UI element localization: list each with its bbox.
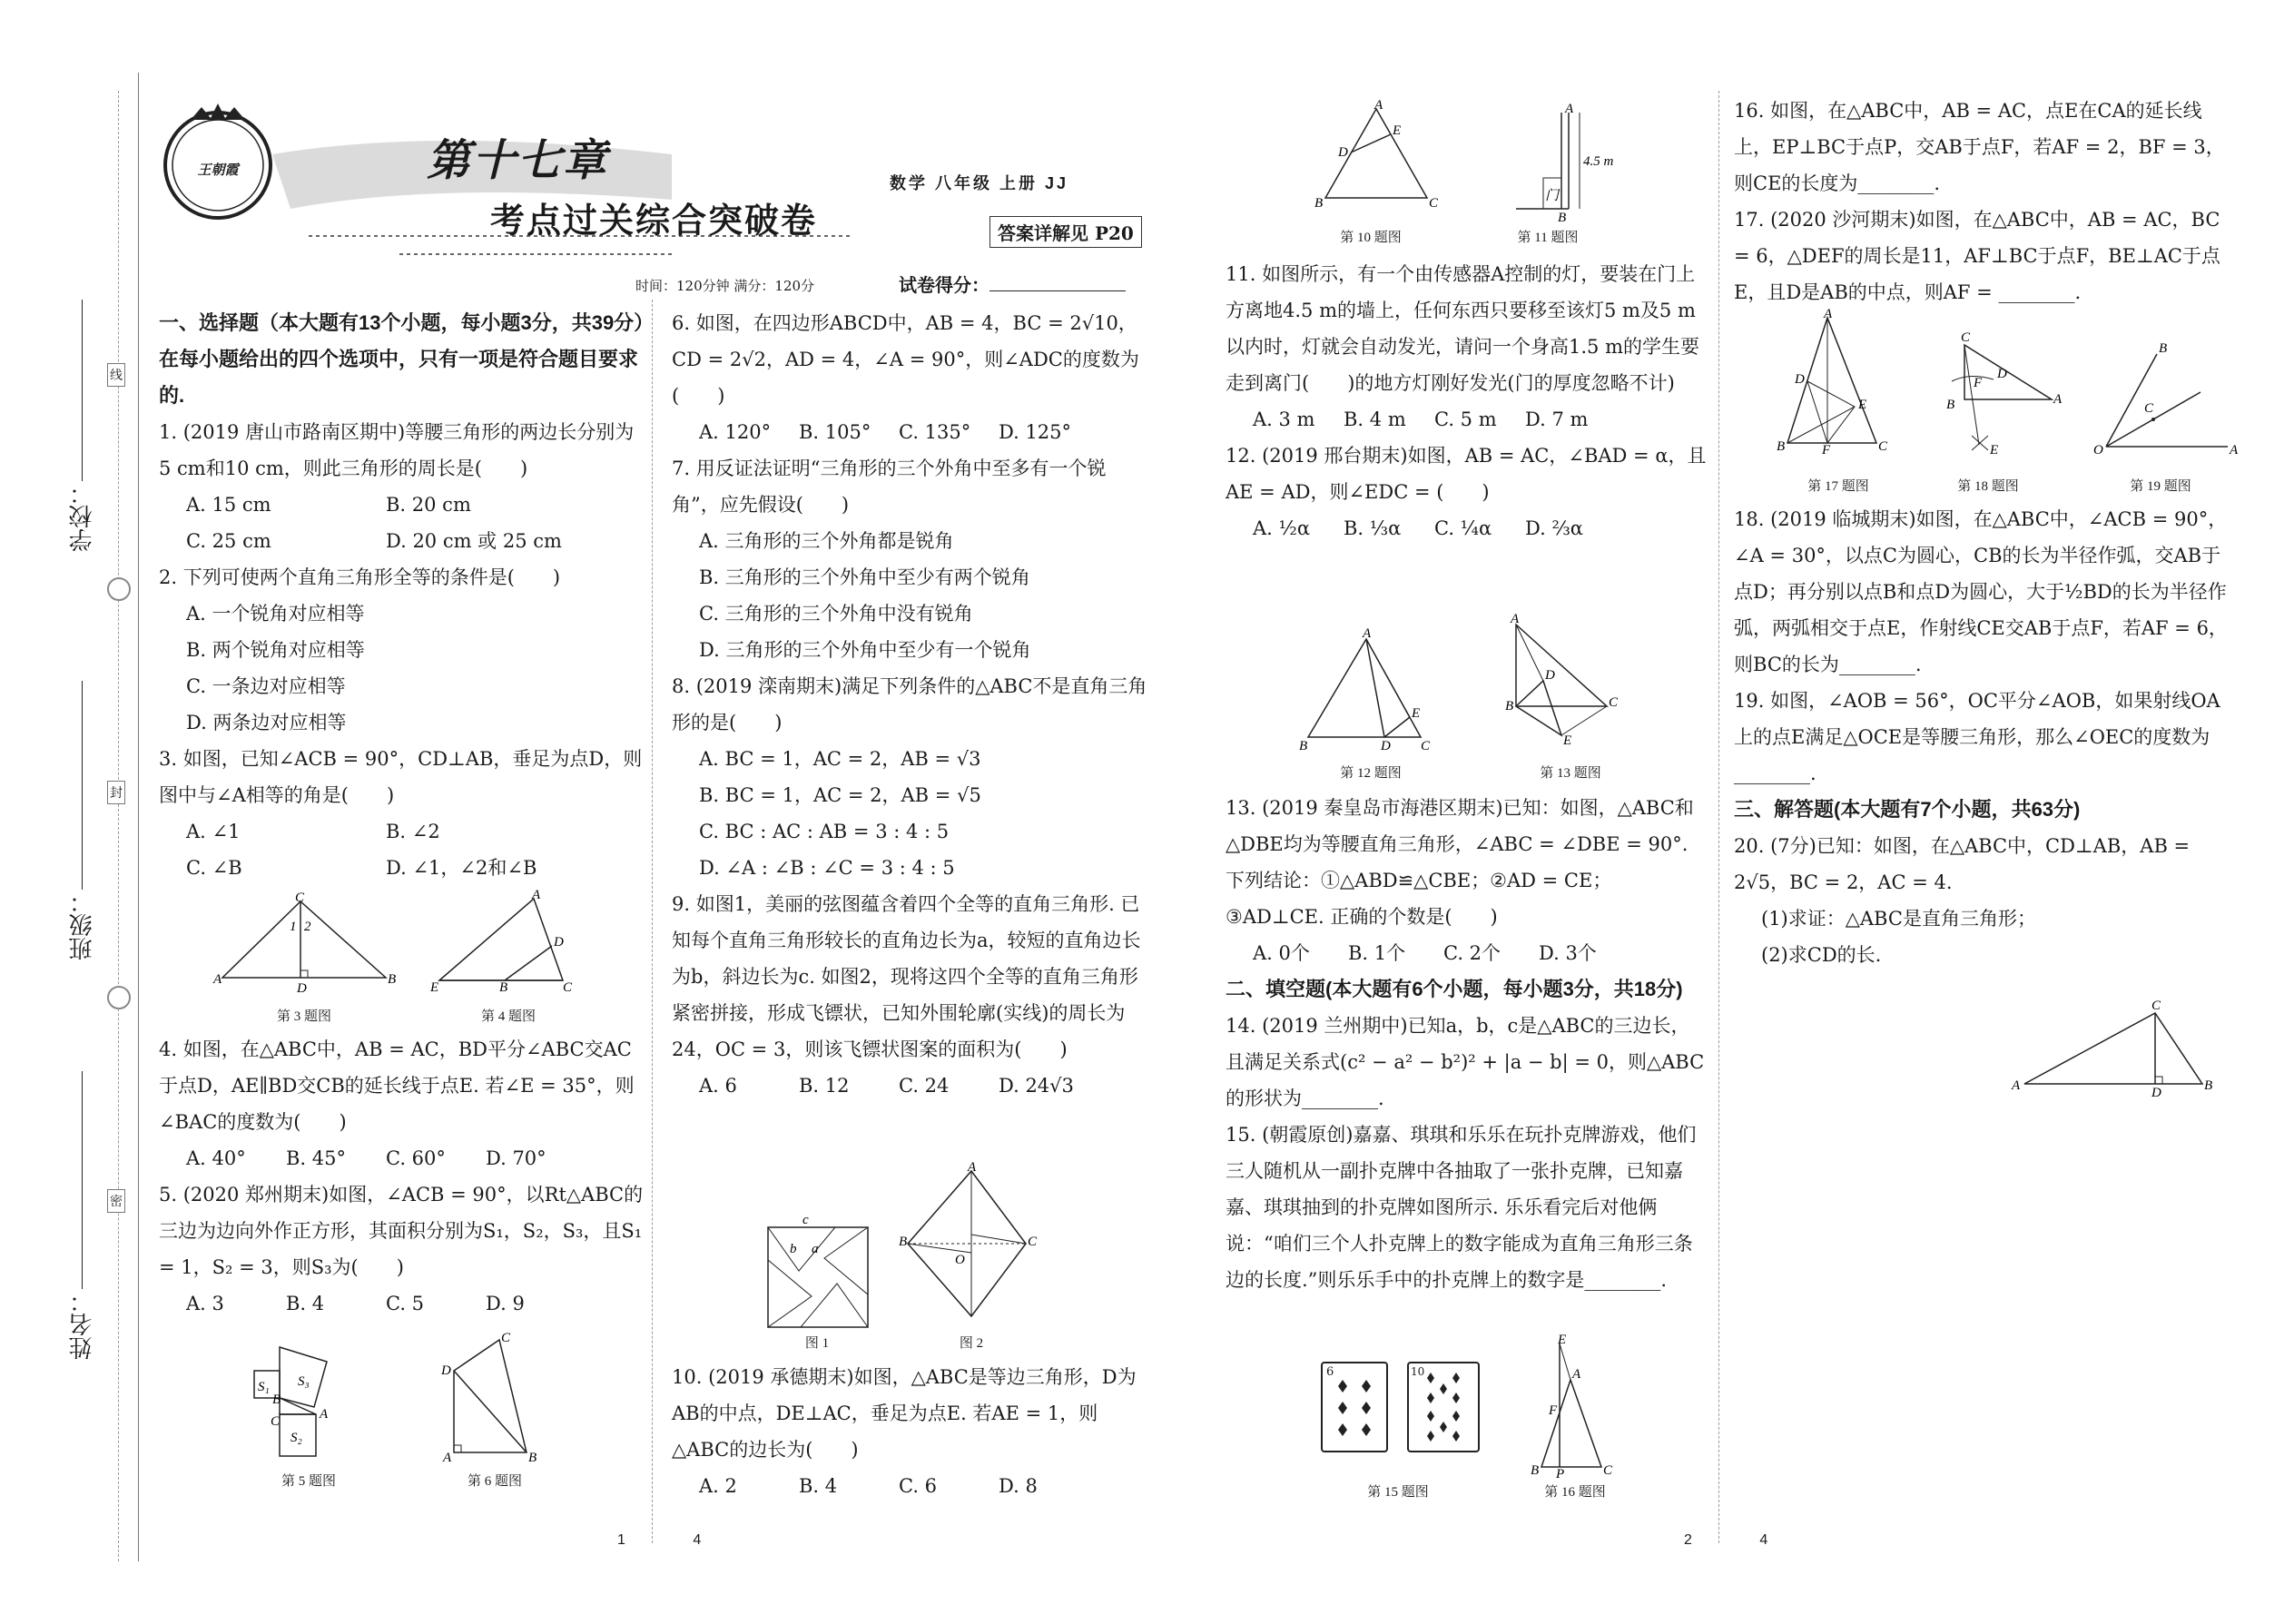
figure-q20	[2006, 999, 2224, 1098]
option[interactable]: C. 一条边对应相等	[186, 675, 346, 697]
option[interactable]: D. 8	[999, 1475, 1038, 1497]
svg-text:A: A	[320, 1407, 329, 1422]
svg-text:F: F	[1822, 443, 1831, 458]
question-19: 19. 如图，∠AOB = 56°，OC平分∠AOB，如果射线OA上的点E满足△OCE是等腰三角形，那么∠OEC的度数为________.	[1734, 690, 2220, 784]
column-1	[159, 305, 645, 886]
binding-hole-icon	[107, 577, 131, 601]
q1-options	[159, 487, 645, 559]
option[interactable]: A. 3	[186, 1293, 224, 1314]
svg-text:D: D	[1795, 372, 1805, 387]
page-number-right: 2 4	[1684, 1532, 1768, 1548]
caption-q4: 第 4 题图	[480, 1009, 536, 1024]
svg-text:2: 2	[304, 920, 311, 934]
svg-text:A: A	[1511, 612, 1520, 626]
svg-text:D: D	[297, 981, 307, 996]
option[interactable]: C. ¼α	[1434, 517, 1492, 539]
seal-mark-secret: 密	[107, 1189, 125, 1213]
option[interactable]: C. 6	[899, 1475, 938, 1497]
caption-q13: 第 13 题图	[1540, 766, 1601, 781]
svg-text:B: B	[1299, 739, 1308, 753]
figure-q12	[1294, 626, 1448, 753]
question-17: 17. (2020 沙河期末)如图，在△ABC中，AB = AC，BC = 6，△DEF的周长是11，AF⊥BC于点F，BE⊥AC于点E，且D是AB的中点，则AF = ________.	[1734, 209, 2220, 303]
caption-q6: 第 6 题图	[467, 1474, 522, 1489]
option[interactable]: D. 两条边对应相等	[186, 712, 347, 733]
svg-text:F: F	[1974, 376, 1983, 390]
svg-text:c: c	[802, 1213, 809, 1227]
figure-q18	[1925, 327, 2070, 463]
answer-reference: 答案详解见 P20	[989, 216, 1142, 248]
question-20: 20. (7分)已知：如图，在△ABC中，CD⊥AB，AB = 2√5，BC = 2，AC = 4.	[1734, 835, 2191, 893]
option[interactable]: A. ∠1	[186, 821, 241, 842]
svg-text:S₃: S₃	[298, 1374, 310, 1389]
question-8: 8. (2019 滦南期末)满足下列条件的△ABC不是直角三角形的是( )	[672, 675, 1147, 733]
svg-text:B: B	[2159, 341, 2168, 356]
figure-q19	[2088, 336, 2242, 463]
option[interactable]: D. 20 cm 或 25 cm	[386, 530, 562, 552]
exam-subtitle: 考点过关综合突破卷	[490, 200, 818, 241]
question-11: 11. 如图所示，有一个由传感器A控制的灯，要装在门上方离地4.5 m的墙上，任何东西只要移至该灯5 m及5 m以内时，灯就会自动发光，请问一个身高1.5 m的学生要走到离门( )的地方灯刚好发光(门的厚度忽略不计)	[1226, 263, 1699, 394]
svg-text:A: A	[213, 972, 222, 987]
option[interactable]: D. 24√3	[999, 1075, 1074, 1097]
svg-text:门: 门	[1545, 189, 1560, 203]
svg-text:A: A	[1565, 102, 1574, 116]
figure-q10	[1307, 100, 1443, 209]
caption-q16: 第 16 题图	[1544, 1485, 1606, 1500]
option[interactable]: D. 三角形的三个外角中至少有一个锐角	[699, 639, 1031, 661]
option[interactable]: C. BC : AC : AB = 3 : 4 : 5	[699, 821, 950, 842]
svg-text:E: E	[1558, 1333, 1567, 1347]
svg-text:C: C	[295, 891, 305, 905]
option[interactable]: B. ⅓α	[1344, 517, 1402, 539]
question-10: 10. (2019 承德期末)如图，△ABC是等边三角形，D为AB的中点，DE⊥AC，垂足为点E. 若AE = 1，则△ABC的边长为( )	[672, 1366, 1137, 1461]
svg-text:C: C	[1429, 196, 1439, 211]
binding-hole-icon	[107, 986, 131, 1009]
svg-text:a: a	[812, 1242, 819, 1256]
score-label: 试卷得分：	[899, 271, 1126, 297]
figure-q16	[1525, 1334, 1625, 1480]
question-20-part-1: (1)求证：△ABC是直角三角形；	[1761, 908, 2036, 930]
svg-text:b: b	[790, 1242, 797, 1256]
caption-q15: 第 15 题图	[1367, 1485, 1429, 1500]
name-field[interactable]: 姓名：	[65, 1071, 99, 1360]
question-20-part-2: (2)求CD的长.	[1761, 944, 1882, 966]
caption-q10: 第 10 题图	[1340, 231, 1402, 245]
caption-q5: 第 5 题图	[281, 1474, 336, 1489]
question-13: 13. (2019 秦皇岛市海港区期末)已知：如图，△ABC和△DBE均为等腰直角三角形，∠ABC = ∠DBE = 90°. 下列结论：①△ABD≌△CBE；②AD = CE；③AD⊥CE. 正确的个数是( )	[1226, 797, 1694, 928]
column-2	[672, 305, 1153, 1104]
svg-text:B: B	[1505, 699, 1514, 714]
option[interactable]: C. 三角形的三个外角中没有锐角	[699, 603, 973, 625]
svg-text:C: C	[1878, 439, 1888, 454]
svg-text:B: B	[1531, 1463, 1540, 1478]
column-4	[1734, 93, 2233, 310]
svg-text:S₂: S₂	[290, 1431, 302, 1445]
svg-text:A: A	[968, 1160, 977, 1175]
seal-mark-seal: 封	[107, 781, 125, 804]
svg-text:D: D	[1381, 739, 1391, 753]
caption-q9-2: 图 2	[959, 1336, 984, 1351]
svg-text:E: E	[430, 980, 439, 995]
svg-text:B: B	[388, 972, 397, 987]
option[interactable]: B. ∠2	[386, 821, 440, 842]
question-2: 2. 下列可使两个直角三角形全等的条件是( )	[159, 566, 561, 588]
svg-text:4.5 m: 4.5 m	[1583, 154, 1614, 169]
svg-text:B: B	[1558, 211, 1567, 225]
svg-text:A: A	[2053, 392, 2063, 407]
svg-text:O: O	[2093, 443, 2103, 458]
option[interactable]: D. 7 m	[1525, 408, 1589, 430]
svg-text:C: C	[2144, 401, 2154, 416]
svg-text:D: D	[2151, 1086, 2161, 1100]
svg-text:A: A	[1363, 626, 1372, 641]
section-1-heading: 一、选择题（本大题有13个小题，每小题3分，共39分）在每小题给出的四个选项中，只有一项是符合题目要求的.	[159, 311, 645, 407]
option[interactable]: B. 105°	[799, 421, 871, 443]
figure-q11	[1507, 100, 1634, 227]
option[interactable]: B. 20 cm	[386, 494, 471, 516]
option[interactable]: A. 40°	[186, 1147, 246, 1169]
option[interactable]: B. 三角形的三个外角中至少有两个锐角	[699, 566, 1030, 588]
option[interactable]: B. 4 m	[1344, 408, 1406, 430]
option[interactable]: C. 5 m	[1434, 408, 1497, 430]
figure-q5	[245, 1334, 363, 1471]
option[interactable]: C. 25 cm	[186, 530, 271, 552]
option[interactable]: D. ∠A : ∠B : ∠C = 3 : 4 : 5	[699, 857, 955, 879]
caption-q17: 第 17 题图	[1807, 479, 1869, 494]
playing-card-six: 6	[1321, 1362, 1388, 1452]
option[interactable]: C. 24	[899, 1075, 950, 1097]
svg-text:P: P	[1556, 1467, 1565, 1481]
chapter-title: 第十七章	[427, 135, 609, 186]
figure-q6	[436, 1331, 554, 1471]
svg-text:B: B	[1777, 439, 1786, 454]
question-3: 3. 如图，已知∠ACB = 90°，CD⊥AB，垂足为点D，则图中与∠A相等的角是( )	[159, 748, 643, 806]
section-3-heading: 三、解答题(本大题有7个小题，共63分)	[1734, 798, 2081, 821]
svg-text:B: B	[899, 1235, 908, 1249]
svg-text:B: B	[272, 1393, 281, 1407]
option[interactable]: B. 4	[286, 1293, 325, 1314]
school-field[interactable]: 学校：	[65, 300, 99, 552]
option[interactable]: A. ½α	[1253, 517, 1311, 539]
book-tags: 数学 八年级 上册 JJ	[890, 174, 1069, 192]
option[interactable]: A. 一个锐角对应相等	[186, 603, 365, 625]
svg-text:A: A	[1572, 1367, 1581, 1382]
svg-text:1: 1	[290, 920, 297, 934]
svg-text:E: E	[1990, 443, 1999, 458]
question-14: 14. (2019 兰州期中)已知a，b，c是△ABC的三边长，且满足关系式(c² − a² − b²)² + |a − b| = 0，则△ABC的形状为________.	[1226, 1015, 1705, 1109]
svg-text:A: A	[1824, 307, 1833, 321]
seal-mark-line: 线	[107, 363, 125, 387]
svg-text:C: C	[501, 1331, 511, 1345]
svg-text:D: D	[1338, 145, 1348, 160]
option[interactable]: A. 15 cm	[186, 494, 271, 516]
svg-text:S₁: S₁	[258, 1380, 270, 1394]
svg-text:E: E	[1412, 706, 1421, 721]
question-7: 7. 用反证法证明“三角形的三个外角中至多有一个锐角”，应先假设( )	[672, 458, 1107, 516]
svg-text:C: C	[1603, 1463, 1613, 1478]
page-number-left: 1 4	[617, 1532, 702, 1548]
svg-text:A: A	[532, 888, 541, 902]
caption-q12: 第 12 题图	[1340, 766, 1402, 781]
svg-text:B: B	[2204, 1078, 2213, 1093]
option[interactable]: B. 12	[799, 1075, 850, 1097]
svg-text:B: B	[1314, 196, 1324, 211]
question-12: 12. (2019 邢台期末)如图，AB = AC，∠BAD = α，且AE = AD，则∠EDC = ( )	[1226, 445, 1707, 503]
class-field[interactable]: 班级：	[65, 681, 99, 960]
option[interactable]: A. 3 m	[1253, 408, 1315, 430]
question-5: 5. (2020 郑州期末)如图，∠ACB = 90°，以Rt△ABC的三边为边向外作正方形，其面积分别为S₁，S₂，S₃，且S₁ = 1，S₂ = 3，则S₃为( )	[159, 1184, 644, 1278]
svg-text:C: C	[1961, 330, 1971, 345]
caption-q18: 第 18 题图	[1957, 479, 2019, 494]
figure-q13	[1489, 608, 1643, 753]
question-4: 4. 如图，在△ABC中，AB = AC，BD平分∠ABC交AC于点D，AE∥BD交CB的延长线于点E. 若∠E = 35°，则∠BAC的度数为( )	[159, 1038, 635, 1133]
figure-q17	[1775, 307, 1902, 458]
playing-card-ten: 10	[1407, 1362, 1480, 1452]
svg-text:A: A	[1374, 98, 1383, 113]
svg-text:E: E	[1858, 398, 1867, 412]
time-info: 时间：120分钟 满分：120分	[635, 278, 815, 294]
option[interactable]: D. ∠1，∠2和∠B	[386, 857, 537, 879]
option[interactable]: A. 120°	[699, 421, 772, 443]
section-2-heading: 二、填空题(本大题有6个小题，每小题3分，共18分)	[1226, 978, 1683, 1000]
question-16: 16. 如图，在△ABC中，AB = AC，点E在CA的延长线上，EP⊥BC于点P，交AB于点F，若AF = 2，BF = 3，则CE的长度为________.	[1734, 100, 2225, 194]
question-6: 6. 如图，在四边形ABCD中，AB = 4，BC = 2√10，CD = 2√2，AD = 4，∠A = 90°，则∠ADC的度数为( )	[672, 312, 1139, 407]
figure-q9-2	[899, 1160, 1038, 1325]
svg-text:E: E	[1563, 733, 1572, 748]
option[interactable]: D. 70°	[486, 1147, 546, 1169]
option[interactable]: D. 125°	[999, 421, 1072, 443]
figure-q4	[427, 890, 599, 994]
figure-q9-1	[763, 1213, 890, 1334]
svg-text:C: C	[563, 980, 573, 995]
option[interactable]: D. 9	[486, 1293, 525, 1314]
svg-text:O: O	[955, 1253, 965, 1267]
svg-text:C: C	[1421, 739, 1431, 753]
option[interactable]: B. 两个锐角对应相等	[186, 639, 365, 661]
option[interactable]: D. 3个	[1539, 942, 1597, 964]
svg-text:王朝霞: 王朝霞	[197, 163, 239, 178]
svg-text:C: C	[271, 1414, 281, 1429]
svg-text:B: B	[528, 1451, 537, 1465]
svg-text:D: D	[1545, 668, 1555, 683]
option[interactable]: C. 5	[386, 1293, 425, 1314]
svg-text:C: C	[2151, 999, 2161, 1013]
svg-text:D: D	[441, 1363, 451, 1378]
caption-q11: 第 11 题图	[1517, 231, 1579, 245]
option[interactable]: C. ∠B	[186, 857, 242, 879]
svg-text:C: C	[1028, 1235, 1038, 1249]
svg-text:C: C	[1609, 695, 1619, 710]
question-15: 15. (朝霞原创)嘉嘉、琪琪和乐乐在玩扑克牌游戏，他们三人随机从一副扑克牌中各抽取了一张扑克牌，已知嘉嘉、琪琪抽到的扑克牌如图所示. 乐乐看完后对他俩说：“咱们三个人扑克牌上的数字能成为直角三角形三条边的长度.”则乐乐手中的扑克牌上的数字是________.	[1226, 1124, 1697, 1291]
option[interactable]: D. ⅔α	[1525, 517, 1583, 539]
option[interactable]: A. 0个	[1253, 942, 1310, 964]
svg-text:A: A	[2230, 443, 2239, 458]
option[interactable]: B. 45°	[286, 1147, 347, 1169]
svg-text:F: F	[1549, 1403, 1558, 1418]
figure-q3	[213, 891, 397, 996]
svg-text:D: D	[554, 935, 564, 950]
option[interactable]: C. 60°	[386, 1147, 446, 1169]
option[interactable]: B. BC = 1，AC = 2，AB = √5	[699, 784, 981, 806]
option[interactable]: A. 三角形的三个外角都是锐角	[699, 530, 954, 552]
option[interactable]: A. BC = 1，AC = 2，AB = √3	[699, 748, 981, 770]
question-1: 1. (2019 唐山市路南区期中)等腰三角形的两边长分别为5 cm和10 cm，则此三角形的周长是( )	[159, 421, 635, 479]
option[interactable]: C. 135°	[899, 421, 971, 443]
option[interactable]: B. 4	[799, 1475, 838, 1497]
svg-text:B: B	[1946, 398, 1955, 412]
svg-text:A: A	[443, 1451, 452, 1465]
svg-text:E: E	[1393, 123, 1402, 138]
question-9: 9. 如图1，美丽的弦图蕴含着四个全等的直角三角形. 已知每个直角三角形较长的直角边长为a，较短的直角边长为b，斜边长为c. 如图2，现将这四个全等的直角三角形紧密拼接，形成飞镖状，已知外围轮廓(实线)的周长为24，OC = 3，则该飞镖状图案的面积为( )	[672, 893, 1141, 1060]
caption-q9-1: 图 1	[804, 1336, 830, 1351]
option[interactable]: A. 2	[699, 1475, 737, 1497]
caption-q19: 第 19 题图	[2130, 479, 2191, 494]
svg-text:A: A	[2012, 1078, 2021, 1093]
question-18: 18. (2019 临城期末)如图，在△ABC中，∠ACB = 90°，∠A = 30°，以点C为圆心，CB的长为半径作弧，交AB于点D；再分别以点B和点D为圆心，大于½BD的长为半径作弧，两弧相交于点E，作射线CE交AB于点F，若AF = 6，则BC的长为________.	[1734, 508, 2228, 675]
column-3	[1226, 256, 1707, 546]
option[interactable]: B. 1个	[1348, 942, 1406, 964]
caption-q3: 第 3 题图	[276, 1009, 331, 1024]
svg-text:D: D	[1997, 367, 2007, 381]
option[interactable]: A. 6	[699, 1075, 737, 1097]
svg-text:B: B	[499, 980, 508, 995]
option[interactable]: C. 2个	[1443, 942, 1501, 964]
